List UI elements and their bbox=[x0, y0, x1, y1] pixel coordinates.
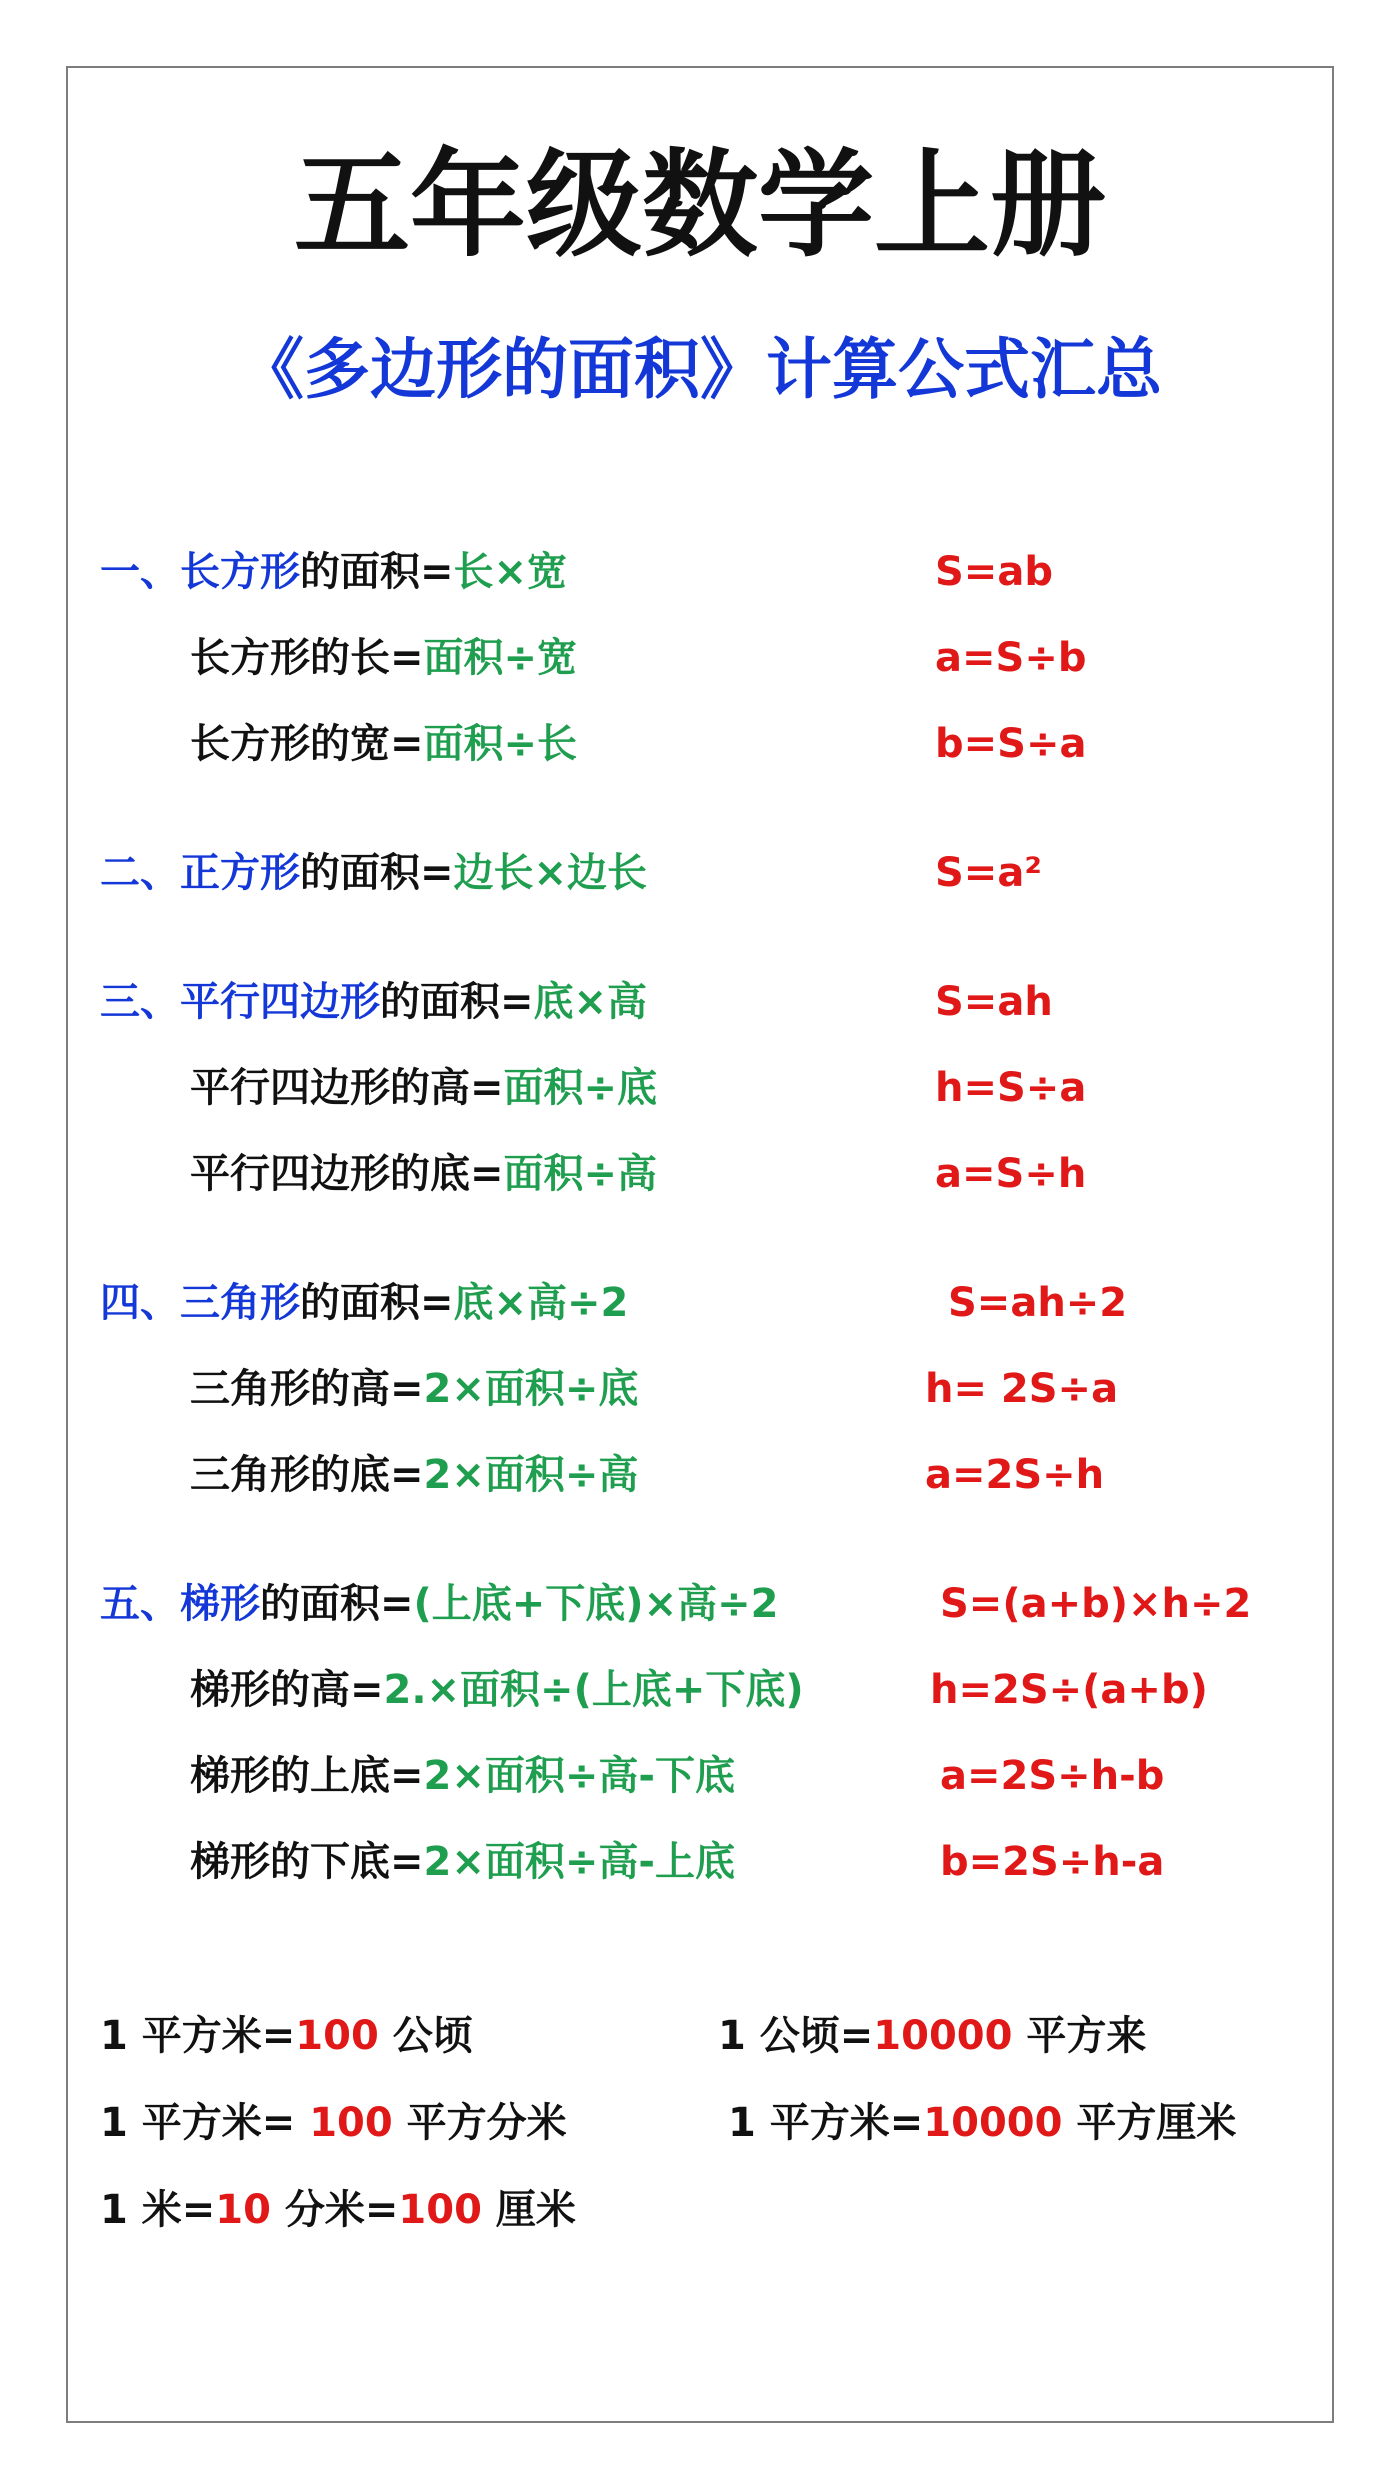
formula-segment: 二、 bbox=[100, 850, 180, 896]
formula-segment: 平行四边形的底= bbox=[190, 1151, 504, 1197]
formula-text bbox=[100, 843, 647, 903]
formula-segment: 长方形 bbox=[180, 549, 300, 595]
formula-symbol: a=S÷b bbox=[935, 635, 1087, 681]
formula-segment: 2.×面积÷(上底+下底) bbox=[383, 1667, 804, 1713]
formula-segment: 2×面积÷高 bbox=[423, 1452, 639, 1498]
formula-row bbox=[0, 714, 1400, 774]
formula-row bbox=[0, 972, 1400, 1032]
unit-conversion bbox=[100, 2006, 473, 2066]
formula-segment: 长方形的宽= bbox=[190, 721, 424, 767]
formula-row bbox=[0, 628, 1400, 688]
unit-segment: 公顷 bbox=[378, 2013, 473, 2059]
formula-segment: 面积÷宽 bbox=[423, 635, 578, 681]
formula-segment: 三角形的高= bbox=[190, 1366, 424, 1412]
formula-row bbox=[0, 843, 1400, 903]
unit-conversion bbox=[728, 2093, 1236, 2153]
formula-row bbox=[0, 1574, 1400, 1634]
unit-row bbox=[0, 2006, 1400, 2066]
formula-segment: 三角形的底= bbox=[190, 1452, 424, 1498]
formula-text bbox=[190, 714, 577, 774]
formula-symbol: a=2S÷h bbox=[925, 1452, 1105, 1498]
unit-segment: 1 公顷= bbox=[718, 2013, 874, 2059]
formula-segment: 面积÷高 bbox=[503, 1151, 658, 1197]
formula-segment: 梯形的高= bbox=[190, 1667, 384, 1713]
formula-row bbox=[0, 1144, 1400, 1204]
formula-symbol: b=S÷a bbox=[935, 721, 1087, 767]
formula-segment: 四、 bbox=[100, 1280, 180, 1326]
formula-text bbox=[190, 1359, 638, 1419]
formula-segment: 平行四边形的高= bbox=[190, 1065, 504, 1111]
formula-segment: 长方形的长= bbox=[190, 635, 424, 681]
formula-segment: 三、 bbox=[100, 979, 180, 1025]
unit-segment: 100 bbox=[309, 2100, 393, 2146]
formula-segment: 长×宽 bbox=[453, 549, 568, 595]
formula-segment: 三角形 bbox=[180, 1280, 300, 1326]
unit-segment: 厘米 bbox=[481, 2187, 576, 2233]
unit-row bbox=[0, 2093, 1400, 2153]
unit-segment: 1 平方米= bbox=[100, 2100, 310, 2146]
formula-segment: 的面积= bbox=[260, 1581, 414, 1627]
unit-segment: 平方分米 bbox=[392, 2100, 567, 2146]
formula-segment: 的面积= bbox=[300, 850, 454, 896]
unit-conversion bbox=[100, 2180, 576, 2240]
formula-symbol: b=2S÷h-a bbox=[940, 1839, 1165, 1885]
formula-text bbox=[190, 1445, 638, 1505]
formula-row bbox=[0, 542, 1400, 602]
formula-row bbox=[0, 1273, 1400, 1333]
unit-segment: 1 米= bbox=[100, 2187, 216, 2233]
formula-segment: (上底+下底)×高÷2 bbox=[413, 1581, 779, 1627]
formula-segment: 边长×边长 bbox=[453, 850, 648, 896]
unit-segment: 10000 bbox=[923, 2100, 1063, 2146]
unit-segment: 1 平方米= bbox=[100, 2013, 296, 2059]
formula-segment: 2×面积÷高-下底 bbox=[423, 1753, 735, 1799]
formula-symbol: S=ab bbox=[935, 549, 1053, 595]
formula-symbol: h= 2S÷a bbox=[925, 1366, 1119, 1412]
formula-symbol: S=ah bbox=[935, 979, 1053, 1025]
unit-segment: 100 bbox=[295, 2013, 379, 2059]
unit-row bbox=[0, 2180, 1400, 2240]
formula-segment: 五、 bbox=[100, 1581, 180, 1627]
formula-text bbox=[190, 1144, 657, 1204]
formula-row bbox=[0, 1058, 1400, 1118]
formula-segment: 梯形 bbox=[180, 1581, 260, 1627]
page-border bbox=[66, 66, 1334, 2423]
formula-segment: 的面积= bbox=[300, 549, 454, 595]
formula-segment: 的面积= bbox=[300, 1280, 454, 1326]
unit-segment: 1 平方米= bbox=[728, 2100, 924, 2146]
formula-text bbox=[190, 628, 577, 688]
formula-segment: 梯形的上底= bbox=[190, 1753, 424, 1799]
formula-text bbox=[100, 1574, 778, 1634]
formula-segment: 正方形 bbox=[180, 850, 300, 896]
unit-conversion bbox=[718, 2006, 1146, 2066]
formula-segment: 2×面积÷底 bbox=[423, 1366, 639, 1412]
unit-segment: 分米= bbox=[270, 2187, 399, 2233]
formula-segment: 底×高÷2 bbox=[453, 1280, 629, 1326]
formula-symbol: a=2S÷h-b bbox=[940, 1753, 1165, 1799]
unit-segment: 10000 bbox=[873, 2013, 1013, 2059]
formula-segment: 平行四边形 bbox=[180, 979, 380, 1025]
formula-symbol: a=S÷h bbox=[935, 1151, 1087, 1197]
page-subtitle: 《多边形的面积》计算公式汇总 bbox=[238, 331, 1162, 408]
formula-row bbox=[0, 1445, 1400, 1505]
formula-text bbox=[100, 1273, 628, 1333]
formula-text bbox=[190, 1832, 735, 1892]
formula-symbol: h=S÷a bbox=[935, 1065, 1087, 1111]
formula-symbol: S=(a+b)×h÷2 bbox=[940, 1581, 1252, 1627]
formula-segment: 梯形的下底= bbox=[190, 1839, 424, 1885]
formula-row bbox=[0, 1832, 1400, 1892]
unit-segment: 10 bbox=[215, 2187, 271, 2233]
formula-symbol: S=ah÷2 bbox=[948, 1280, 1128, 1326]
formula-segment: 底×高 bbox=[533, 979, 648, 1025]
formula-text bbox=[100, 972, 647, 1032]
formula-row bbox=[0, 1359, 1400, 1419]
formula-segment: 2×面积÷高-上底 bbox=[423, 1839, 735, 1885]
formula-symbol: S=a² bbox=[935, 850, 1042, 896]
formula-row bbox=[0, 1746, 1400, 1806]
unit-conversion bbox=[100, 2093, 567, 2153]
formula-text bbox=[190, 1058, 657, 1118]
unit-segment: 平方来 bbox=[1012, 2013, 1147, 2059]
formula-row bbox=[0, 1660, 1400, 1720]
formula-text bbox=[100, 542, 567, 602]
formula-text bbox=[190, 1660, 804, 1720]
page-title: 五年级数学上册 bbox=[294, 137, 1106, 273]
formula-segment: 面积÷底 bbox=[503, 1065, 658, 1111]
unit-segment: 100 bbox=[398, 2187, 482, 2233]
unit-segment: 平方厘米 bbox=[1062, 2100, 1237, 2146]
formula-text bbox=[190, 1746, 735, 1806]
formula-segment: 一、 bbox=[100, 549, 180, 595]
formula-segment: 的面积= bbox=[380, 979, 534, 1025]
formula-symbol: h=2S÷(a+b) bbox=[930, 1667, 1208, 1713]
formula-segment: 面积÷长 bbox=[423, 721, 578, 767]
